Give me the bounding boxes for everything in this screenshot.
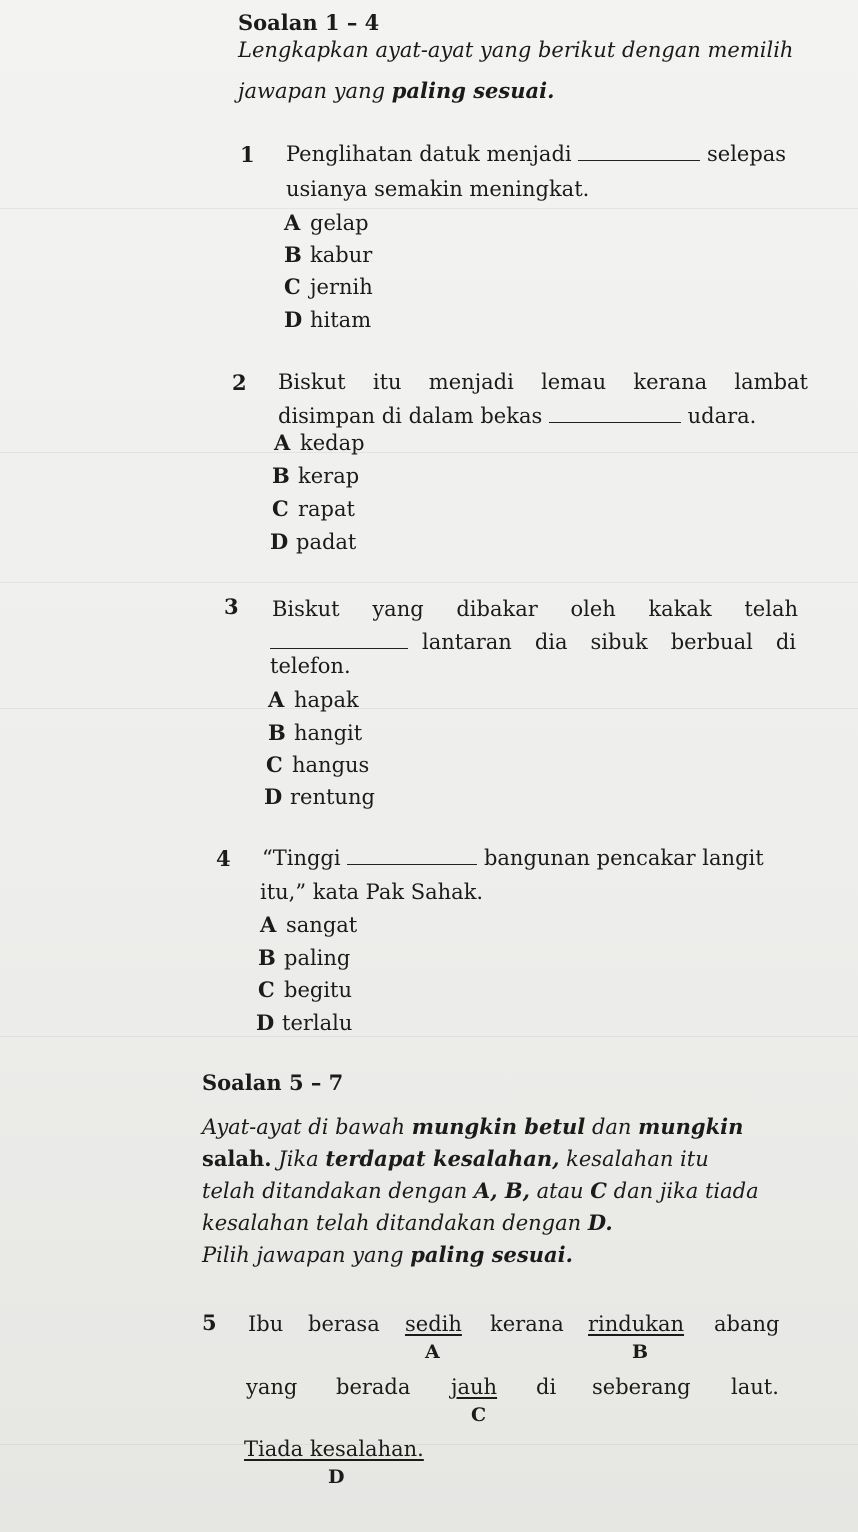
question-3-line-1: Biskut yang dibakar oleh kakak telah xyxy=(272,597,798,621)
question-number: 1 xyxy=(240,142,255,167)
question-number: 5 xyxy=(202,1310,217,1335)
answer-blank xyxy=(578,159,700,161)
section-1-instruction-line-1: Lengkapkan ayat-ayat yang berikut dengan memilih xyxy=(238,38,794,62)
option-d[interactable]: D padat xyxy=(270,529,357,554)
section-2-instruction-line-4: kesalahan telah ditandakan dengan D. xyxy=(202,1210,613,1235)
question-4-line-1: “Tinggi bangunan pencakar langit xyxy=(262,846,764,870)
section-1-instruction-line-2: jawapan yang paling sesuai. xyxy=(238,78,555,103)
option-b[interactable]: B kabur xyxy=(284,242,373,267)
option-d[interactable]: D terlalu xyxy=(256,1010,353,1035)
underlined-word-a[interactable]: sedih xyxy=(405,1312,462,1336)
question-number: 3 xyxy=(224,594,239,619)
underlined-word-c[interactable]: jauh xyxy=(451,1375,498,1399)
question-2-line-1: Biskut itu menjadi lemau kerana lambat xyxy=(278,370,808,394)
section-2-title: Soalan 5 – 7 xyxy=(202,1070,344,1095)
mark-b-label: B xyxy=(632,1341,649,1363)
question-number: 2 xyxy=(232,370,247,395)
section-2-instruction-line-5: Pilih jawapan yang paling sesuai. xyxy=(202,1242,573,1267)
option-a[interactable]: A hapak xyxy=(268,687,359,712)
option-c[interactable]: C rapat xyxy=(272,496,355,521)
question-2-line-2: disimpan di dalam bekas udara. xyxy=(278,404,757,428)
option-a[interactable]: A sangat xyxy=(260,912,358,937)
answer-blank xyxy=(549,421,681,423)
option-d[interactable]: D hitam xyxy=(284,307,372,332)
word-seberang: seberang xyxy=(592,1375,691,1399)
word-di: di xyxy=(536,1375,557,1399)
mark-a-label: A xyxy=(425,1341,440,1363)
answer-blank xyxy=(347,863,477,865)
option-b[interactable]: B hangit xyxy=(268,720,363,745)
section-2-instruction-line-2: salah. Jika terdapat kesalahan, kesalahan itu xyxy=(202,1146,709,1171)
question-3-line-3: telefon. xyxy=(270,654,351,678)
option-b[interactable]: B paling xyxy=(258,945,351,970)
option-a[interactable]: A gelap xyxy=(284,210,369,235)
option-a[interactable]: A kedap xyxy=(274,430,365,455)
underlined-word-b[interactable]: rindukan xyxy=(588,1312,685,1336)
word-laut: laut. xyxy=(731,1375,779,1399)
question-1-line-1: Penglihatan datuk menjadi selepas xyxy=(286,142,787,166)
option-c[interactable]: C begitu xyxy=(258,977,352,1002)
word-berada: berada xyxy=(336,1375,411,1399)
option-d[interactable]: D rentung xyxy=(264,784,375,809)
section-2-instruction-line-3: telah ditandakan dengan A, B, atau C dan jika tiada xyxy=(202,1178,759,1203)
question-1-line-2: usianya semakin meningkat. xyxy=(286,177,590,201)
word-berasa: berasa xyxy=(308,1312,380,1336)
option-c[interactable]: C jernih xyxy=(284,274,373,299)
mark-c-label: C xyxy=(471,1404,487,1426)
question-4-line-2: itu,” kata Pak Sahak. xyxy=(260,880,484,904)
word-yang: yang xyxy=(246,1375,298,1399)
mark-d-label: D xyxy=(328,1466,345,1488)
section-2-instruction-line-1: Ayat-ayat di bawah mungkin betul dan mungkin xyxy=(202,1114,744,1139)
option-no-error[interactable]: Tiada kesalahan. xyxy=(244,1437,424,1461)
answer-blank xyxy=(270,647,408,649)
option-b[interactable]: B kerap xyxy=(272,463,360,488)
option-c[interactable]: C hangus xyxy=(266,752,370,777)
question-number: 4 xyxy=(216,846,231,871)
word-abang: abang xyxy=(714,1312,780,1336)
word-kerana: kerana xyxy=(490,1312,564,1336)
question-3-line-2: lantaran dia sibuk berbual di xyxy=(270,630,796,654)
section-1-title: Soalan 1 – 4 xyxy=(238,10,380,35)
word-ibu: Ibu xyxy=(248,1312,284,1336)
